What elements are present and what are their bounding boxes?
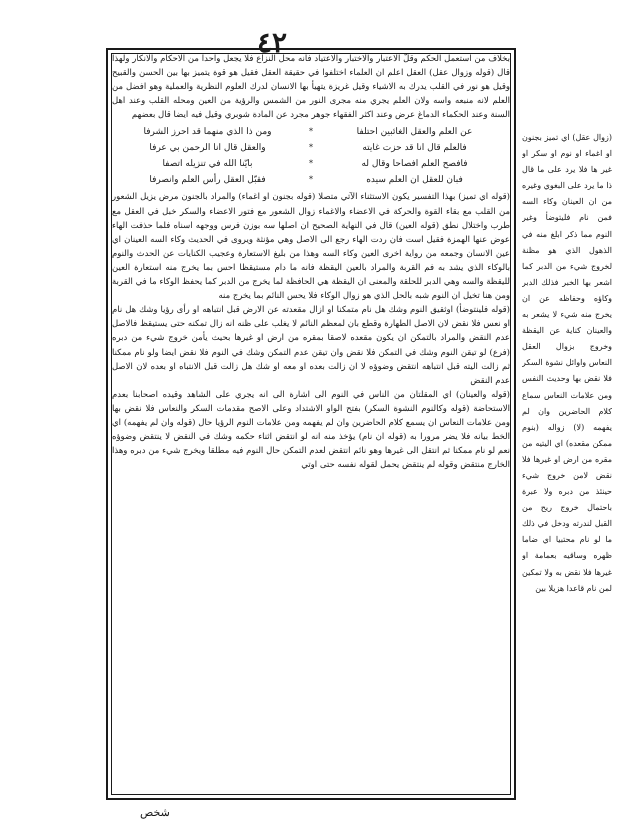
poem-hemistich: ومن ذا الذي منهما قد احرز الشرفا xyxy=(143,127,272,138)
poem-separator-icon: * xyxy=(309,127,313,137)
page-number: ٤٢ xyxy=(256,26,288,59)
poem-hemistich: فافصح العلم افصاحا وقال له xyxy=(361,159,468,170)
commentary-paragraph: (قوله والعينان) اي المقلتان من الناس في النوم الى اشارة الى انه يجري على الشاهد وقيده اصحابنا بعدم الاستحاضة (قوله وكالنوم النشوة السكر) بفتح الواو الاشتداد وعلى الاصح مقدمات السكر والنعاس فلا نقض بها ومن علامات النعاس ان يسمع كلام الحاضرين وان لم يفهمه ومن علامات النوم الرؤيا حال (قوله وان لم يفهمه) اي الخط بيانه فلا يضر مرورا به (قوله ان نام) يؤخذ منه انه لو انتقض اثناء حكمه وشك في النقض لا ينتقض وضوؤه نعم لو نام ممكنا ثم انتقل الى غيرها وهو نائم انتقض لعدم التمكن حال النوم فيه مطلقا ويخرج شيء من دبره وهذا الخارج منتقض وقوله لم ينتقض يحمل لقوله نفسه حتى اوتي xyxy=(112,389,510,471)
poem-separator-icon: * xyxy=(309,159,313,169)
catchword: شخص xyxy=(140,806,170,819)
poem-hemistich: فبان للعقل ان العلم سيده xyxy=(366,175,463,186)
poem-separator-icon: * xyxy=(309,143,313,153)
poem-hemistich: فالعلم قال انا قد حزت غايته xyxy=(362,143,467,154)
poem-separator-icon: * xyxy=(309,175,313,185)
commentary-paragraph: بخلاف من استعمل الحكم وقلّ الاعتبار والاختبار والاعتياد فانه محل النزاع فلا يجعل واحدا من الاحكام والانكار ولهذا قال (قوله وزوال عقل) العقل اعلم ان العلماء اختلفوا في حقيقة العقل فقيل هو قوة يتميز بها بين الحسن والقبيح وقيل هو نور في القلب يدرك به الاشياء وقيل غريزة يتهيأ بها الانسان لدرك العلوم النظرية والعملية وهو افضل من العلم لانه منبعه واسه ولان العلم يجري منه مجرى النور من الشمس والرؤية من العين ومحله القلب وعند اهل السنة وعند الحكماء الدماغ عرض وعند اكثر الفقهاء جوهر مجرد عن المادة شوبري وقيل فيه ايضا قال بعضهم xyxy=(112,54,510,121)
poem-hemistich: بايّنا الله في تنزيله اتصفا xyxy=(162,159,253,170)
main-commentary xyxy=(112,52,510,796)
marginal-base-text: (زوال عقل) اي تميز بجنون او اغماء او نوم او سكر او غير ها فلا يرد على ما قال ذا ما يرد على البغوي وغيره من ان العينان وكاء السه فمن نام فليتوضأ وغير النوم مما ذكر ابلغ منه في الذهول الذي هو مظنة لخروج شيء من الدبر كما اشعر بها الخبر فذلك الدبر وكاؤه وحفاظه عن ان يخرج منه شيء لا يشعر به والعينان كناية عن اليقظة وخروج بزوال العقل النعاس واوائل نشوة السكر فلا نقض بها وحديث النفس ومن علامات النعاس سماع كلام الحاضرين وان لم يفهمه (لا) زواله (بنوم ممكن مقعده) اي اليتيه من مقره من ارض او غيرها فلا نقض لامن خروج شيء حينئذ من دبره ولا عبرة باحتمال خروج ريح من القبل لندرته ودخل في ذلك ما لو نام محتبيا اي ضاما ظهره وساقيه بعمامة او غيرها فلا نقض به ولا تمكين لمن نام قاعدا هزيلا بين xyxy=(522,133,612,593)
commentary-paragraph: (قوله فلينتوضأ) اوثقيق النوم وشك هل نام متمكنا او ازال مقعدته عن الارض قبل انتباهه او رأى رؤيا وشك هل نام او نعس فلا نقض لان الاصل الطهارة وقطع بان لمعظم النائم لا يغلب على ظنه انه زال تمكنه حتى يستيقظ فالاصل عدم النقض والمراد بالتمكن ان يكون مقعده لاصقا بمقره من ارض او غيرها بحيث يأمن خروج شيء من دبره (فرع) لو تيقن النوم وشك في التمكن فلا نقض وان تيقن عدم التمكن وشك في النوم فلا نقض ايضا ولو نام ممكنا ثم زالت اليته قبل انتباهه انتقض وضوؤه لا ان زالت بعده او معه او شك هل زالت قبل الانتباه او بعده لان الاصل عدم النقض xyxy=(112,305,510,386)
poem-hemistich: والعقل قال انا الرحمن بي عرفا xyxy=(149,143,266,154)
poem-hemistich: عن العلم والعقل الغائبين احتلفا xyxy=(356,127,473,138)
poem-hemistich: فقبّل العقل رأس العلم وانصرفا xyxy=(149,175,266,186)
commentary-paragraph: (قوله اي تميز) بهذا التفسير يكون الاستثناء الآتي متصلا (قوله بجنون او اغماء) والمراد بالجنون مرض يزيل الشعور من القلب مع بقاء القوة والحركة في الاعضاء والاغماء زوال الشعور مع فتور الاعضاء والسكر خبل في العقل مع طرب واختلال نطق (قوله العين) قال في النهاية الصحيح ان اصلها سه بوزن فرس ووجهه اسناه فلما حذفت الهاء عوض عنها الهمزة فقيل است فان ردت الهاء رجع الى الاصل وهي مؤنثة ويروى في الحديث وكاء السه العينان اي عين الانسان وجمعه من رواية اخرى العين وكاء السه وهذا من بليغ الاستعارة وعجيب الكنايات عن الحدث والنوم بالوكاء الذي يشد به فم القربة والمراد بالعين اليقظة فانه ما دام مستيقظا احس بما يخرج منه استعارة العين لليقظة والسه وهي الدبر للحلقة والمعنى ان اليقظة هي الحافظة لما يخرج من الدبر كما يحفظ الوكاء ما في القربة ومن هنا تخيل ان النوم شبه بالحل الذي هو زوال الوكاء فلا يحس النائم بما يخرج منه xyxy=(112,192,510,302)
poem-block xyxy=(112,124,510,188)
